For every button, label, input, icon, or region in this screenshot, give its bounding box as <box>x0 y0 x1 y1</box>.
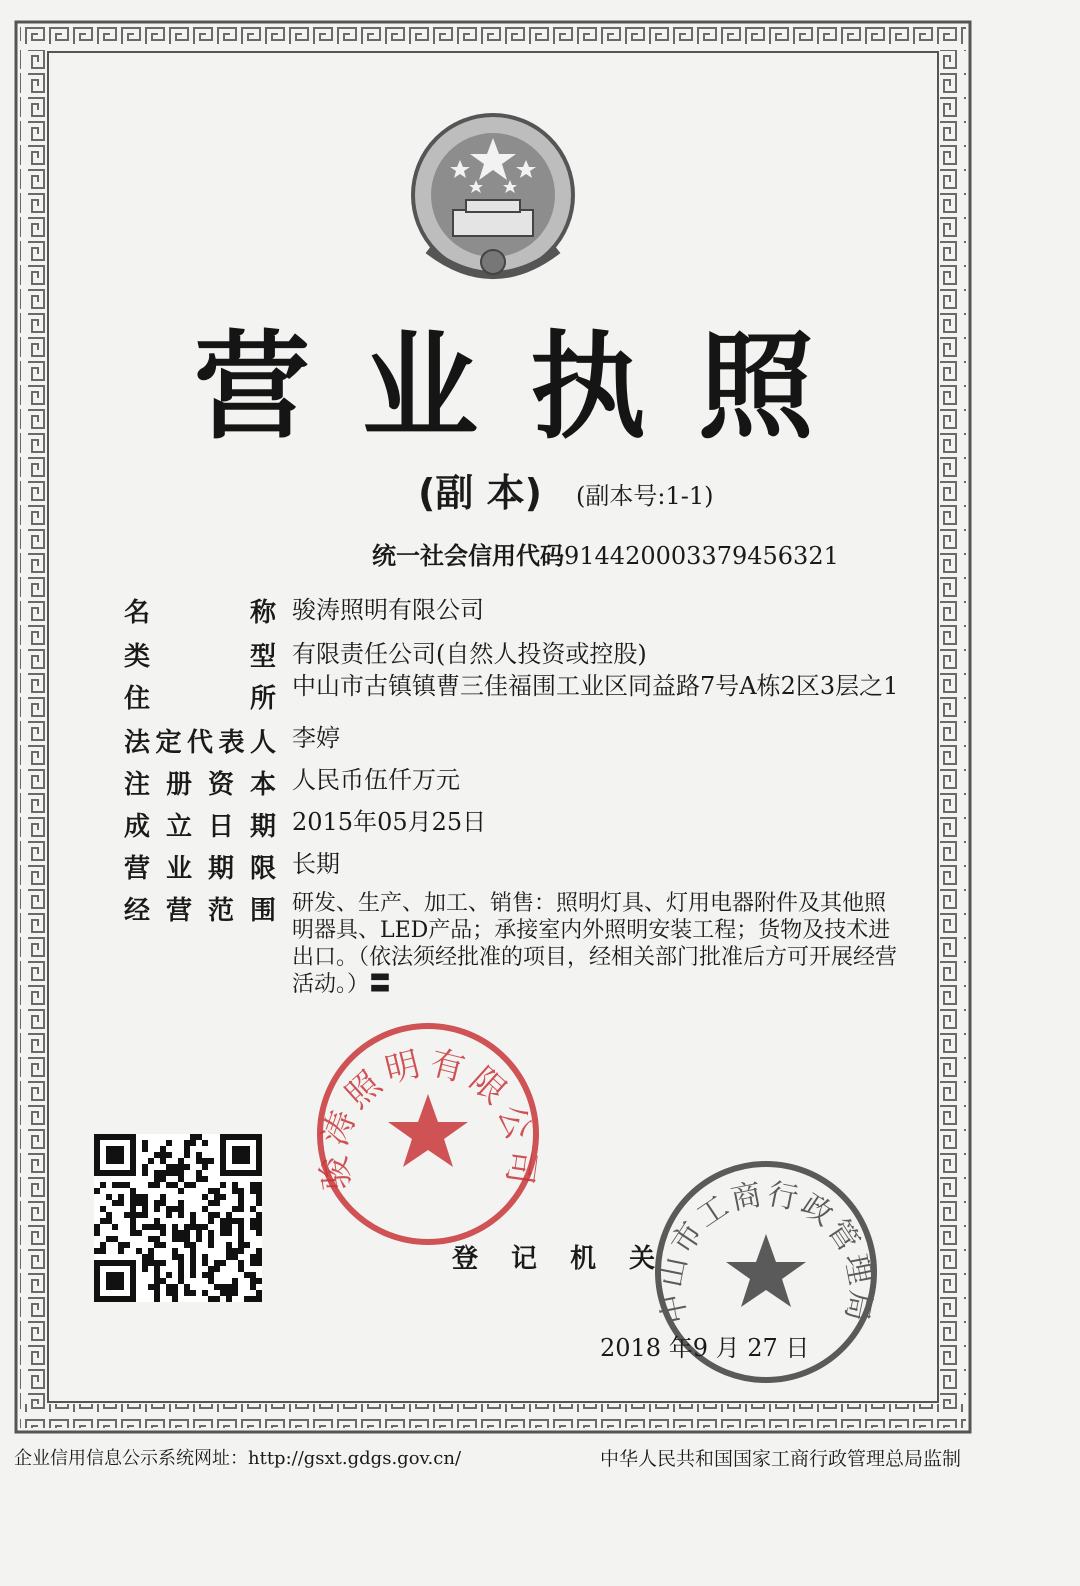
field-label-address: 住所 <box>124 684 276 714</box>
credit-code-value: 914420003379456321 <box>564 542 839 570</box>
field-value-established: 2015年05月25日 <box>292 808 487 836</box>
footer-supervisor: 中华人民共和国国家工商行政管理总局监制 <box>600 1448 962 1470</box>
company-seal-text: 骏涛照明有限公司 <box>313 1042 543 1193</box>
license-title: 营业执照 <box>194 320 866 455</box>
field-value-type: 有限责任公司(自然人投资或控股) <box>292 640 647 668</box>
company-seal-icon <box>312 1018 544 1250</box>
copy-number: (副本号:1-1) <box>576 482 714 510</box>
copy-label: (副 本) <box>418 471 542 515</box>
authority-seal-text: 中山市工商行政管理局 <box>653 1176 879 1327</box>
field-value-capital: 人民币伍仟万元 <box>292 766 460 794</box>
field-label-name: 名称 <box>124 598 276 628</box>
field-label-capital: 注册资本 <box>124 770 276 800</box>
field-value-scope: 研发、生产、加工、销售：照明灯具、灯用电器附件及其他照明器具、LED产品；承接室内外照明安装工程；货物及技术进出口。（依法须经批准的项目，经相关部门批准后方可开展经营活动。）〓 <box>292 891 898 997</box>
field-value-name: 骏涛照明有限公司 <box>292 596 484 624</box>
footer-website: 企业信用信息公示系统网址：http://gsxt.gdgs.gov.cn/ <box>14 1448 462 1469</box>
credit-code-row <box>372 536 839 571</box>
registration-date: 2018 年9 月 27 日 <box>600 1334 810 1362</box>
field-value-address: 中山市古镇镇曹三佳福围工业区同益路7号A栋2区3层之1 <box>292 672 899 700</box>
field-label-scope: 经营范围 <box>124 896 276 926</box>
credit-code-label: 统一社会信用代码 <box>372 542 564 570</box>
field-label-term: 营业期限 <box>124 854 276 884</box>
qr-code <box>94 1134 262 1302</box>
field-label-legal-rep: 法定代表人 <box>124 728 276 758</box>
field-value-legal-rep: 李婷 <box>292 724 340 752</box>
registration-authority-label: 登 记 机 关 <box>452 1244 668 1274</box>
field-value-term: 长期 <box>292 850 340 878</box>
national-emblem-icon <box>398 110 588 290</box>
field-label-established: 成立日期 <box>124 812 276 842</box>
field-label-type: 类型 <box>124 642 276 672</box>
